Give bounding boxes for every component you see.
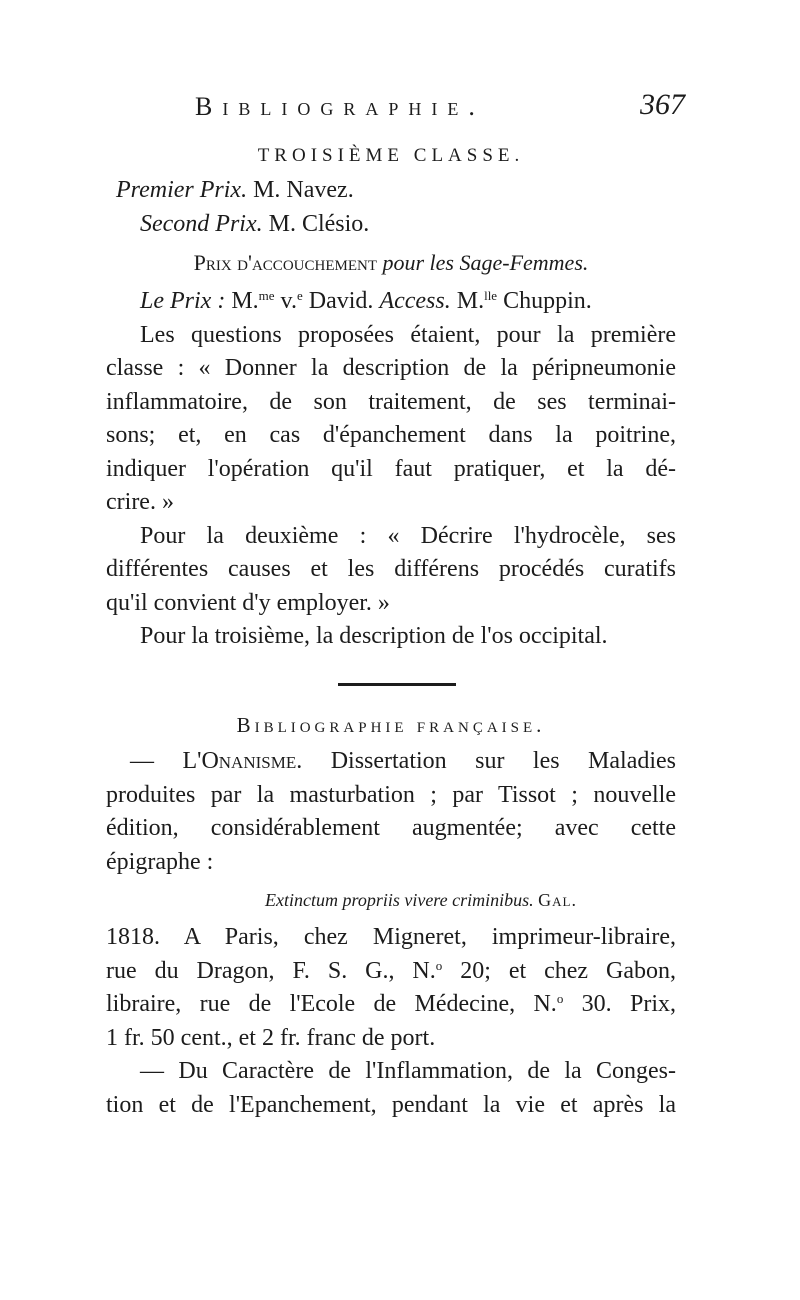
entry1-dash: — [130, 748, 183, 774]
paragraph1-line4: sons; et, en cas d'épanchement dans la poitrine, [106, 422, 676, 448]
le-prix-mid: v. [274, 288, 297, 314]
le-prix-label: Le Prix : [140, 288, 226, 314]
imprint-line2-pre: rue du Dragon, F. S. G., N. [106, 957, 436, 984]
imprint-line4: 1 fr. 50 cent., et 2 fr. franc de port. [106, 1024, 436, 1051]
epigraph-text: Extinctum propriis vivere criminibus. [265, 890, 534, 910]
paragraph1-line1: Les questions proposées étaient, pour la première [140, 321, 676, 348]
imprint-line2-post: 20; et chez Gabon, [442, 957, 676, 984]
imprint-sup1: o [435, 957, 443, 973]
le-prix-line [106, 285, 676, 319]
page-number: 367 [640, 88, 685, 121]
imprint-sup2: o [556, 991, 564, 1006]
prix-accouchement-heading [106, 241, 676, 285]
prize-section [106, 138, 676, 654]
paragraph2-line1: Pour la deuxième : « Décrire l'hydrocèle, ses [140, 522, 676, 549]
entry2-line2: tion et de l'Epanchement, pendant la vie et après la [106, 1091, 676, 1118]
section-title-troisieme: TROISIÈME CLASSE. [257, 145, 525, 166]
running-head: Bibliographie. [195, 92, 485, 121]
epigraph-author: Gal. [538, 890, 577, 910]
le-prix-name-post: David. [302, 288, 374, 314]
first-prize-label: Premier Prix. [116, 177, 248, 203]
access-sup: lle [484, 288, 498, 303]
imprint-line2 [106, 955, 676, 989]
paragraph2-line2: différentes causes et les différens procédés curatifs [106, 556, 676, 582]
page-header [195, 88, 685, 132]
le-prix-sup1: me [258, 288, 275, 303]
paragraph1-line3: inflammatoire, de son traitement, de ses terminai- [106, 388, 676, 415]
le-prix-name-pre: M. [231, 288, 259, 314]
entry1-line1-rest: Dissertation sur les Maladies [302, 748, 677, 774]
entry1-line3: édition, considérablement augmentée; avec cette [106, 815, 676, 841]
entry2-line1: — Du Caractère de l'Inflammation, de la Conges- [140, 1058, 676, 1084]
epigraph [106, 879, 676, 921]
entry1-line4: épigraphe : [106, 848, 214, 875]
imprint-line1: 1818. A Paris, chez Migneret, imprimeur-libraire, [106, 924, 676, 950]
paragraph1-line2: classe : « Donner la description de la péripneumonie [106, 355, 676, 381]
paragraph3-line1: Pour la troisième, la description de l'os occipital. [140, 623, 608, 649]
paragraph2-line3: qu'il convient d'y employer. » [106, 589, 390, 616]
le-prix-sup2: e [297, 288, 303, 303]
paragraph1-line6: crire. » [106, 489, 174, 515]
prix-heading-italic: pour les Sage-Femmes. [382, 250, 589, 275]
section-title-bibliographie: Bibliographie française. [236, 713, 546, 737]
entry1-line1 [106, 745, 676, 779]
second-prize-label: Second Prix. [140, 210, 263, 237]
access-name-pre: M. [450, 288, 485, 314]
bibliography-section [106, 705, 676, 1122]
prix-heading-caps: Prix d'accouchement [193, 250, 377, 275]
imprint-line3 [106, 988, 676, 1022]
entry1-line2: produites par la masturbation ; par Tissot ; nouvelle [106, 781, 676, 808]
first-prize-name: M. Navez. [253, 177, 354, 203]
second-prize-line [106, 208, 676, 242]
first-prize-line [106, 174, 676, 208]
access-label: Access. [379, 288, 451, 314]
entry1-title: L'Onanisme. [182, 748, 303, 774]
imprint-line3-post: 30. Prix, [563, 991, 676, 1017]
section-divider-rule [338, 683, 456, 686]
imprint-line3-pre: libraire, rue de l'Ecole de Médecine, N. [106, 991, 557, 1017]
access-name-post: Chuppin. [497, 288, 592, 314]
second-prize-name: M. Clésio. [268, 210, 370, 237]
paragraph1-line5: indiquer l'opération qu'il faut pratiquer, et la dé- [106, 455, 676, 482]
